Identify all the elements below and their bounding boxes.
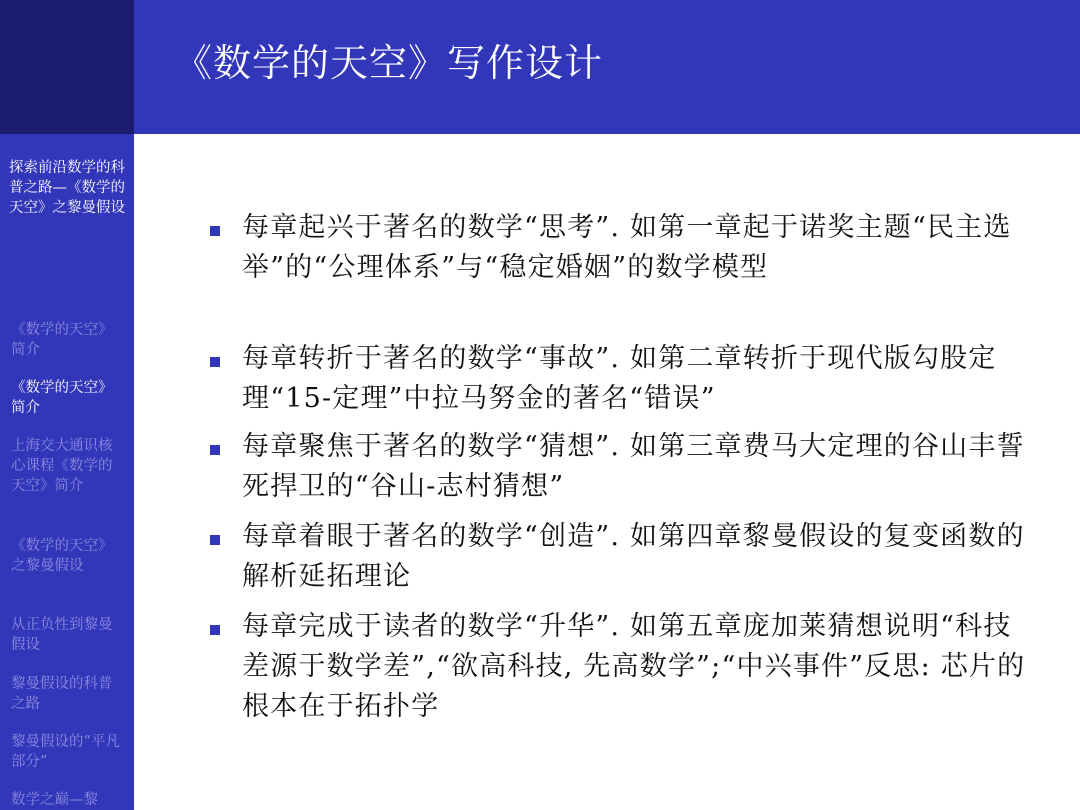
sidebar-item-intro[interactable]: 《数学的天空》简介 — [11, 322, 113, 358]
sidebar-presentation-title[interactable]: 探索前沿数学的科普之路—《数学的天空》之黎曼假设 — [9, 160, 125, 216]
header-bar — [134, 0, 1080, 134]
sidebar-item-sign-to-riemann[interactable]: 从正负性到黎曼假设 — [11, 617, 113, 653]
square-bullet-icon — [210, 625, 220, 635]
sidebar-item-summit[interactable]: 数学之巅—黎 — [11, 792, 98, 808]
slide-title: 《数学的天空》写作设计 — [174, 41, 604, 85]
sidebar-item-trivial-part[interactable]: 黎曼假设的“平凡部分” — [11, 734, 120, 770]
square-bullet-icon — [210, 357, 220, 367]
sidebar-item-riemann[interactable]: 《数学的天空》之黎曼假设 — [11, 538, 113, 574]
sidebar-item-course-intro[interactable]: 上海交大通识核心课程《数学的天空》简介 — [11, 438, 113, 494]
sidebar — [0, 134, 134, 810]
corner-block — [0, 0, 134, 134]
square-bullet-icon — [210, 226, 220, 236]
bullet-text: 每章聚焦于著名的数学“猜想”. 如第三章费马大定理的谷山丰誓死捍卫的“谷山-志村猜想” — [242, 431, 1025, 502]
bullet-text: 每章起兴于著名的数学“思考”. 如第一章起于诺奖主题“民主选举”的“公理体系”与“稳定婚姻”的数学模型 — [242, 212, 1012, 283]
bullet-text: 每章着眼于著名的数学“创造”. 如第四章黎曼假设的复变函数的解析延拓理论 — [242, 521, 1025, 592]
sidebar-item-intro-current[interactable]: 《数学的天空》简介 — [11, 380, 113, 416]
bullet-text: 每章完成于读者的数学“升华”. 如第五章庞加莱猜想说明“科技差源于数学差”,“欲高科技, 先高数学”;“中兴事件”反思: 芯片的根本在于拓扑学 — [242, 611, 1026, 722]
square-bullet-icon — [210, 535, 220, 545]
sidebar-item-popularization[interactable]: 黎曼假设的科普之路 — [11, 676, 113, 712]
square-bullet-icon — [210, 445, 220, 455]
bullet-text: 每章转折于著名的数学“事故”. 如第二章转折于现代版勾股定理“15-定理”中拉马努金的著名“错误” — [242, 343, 997, 414]
